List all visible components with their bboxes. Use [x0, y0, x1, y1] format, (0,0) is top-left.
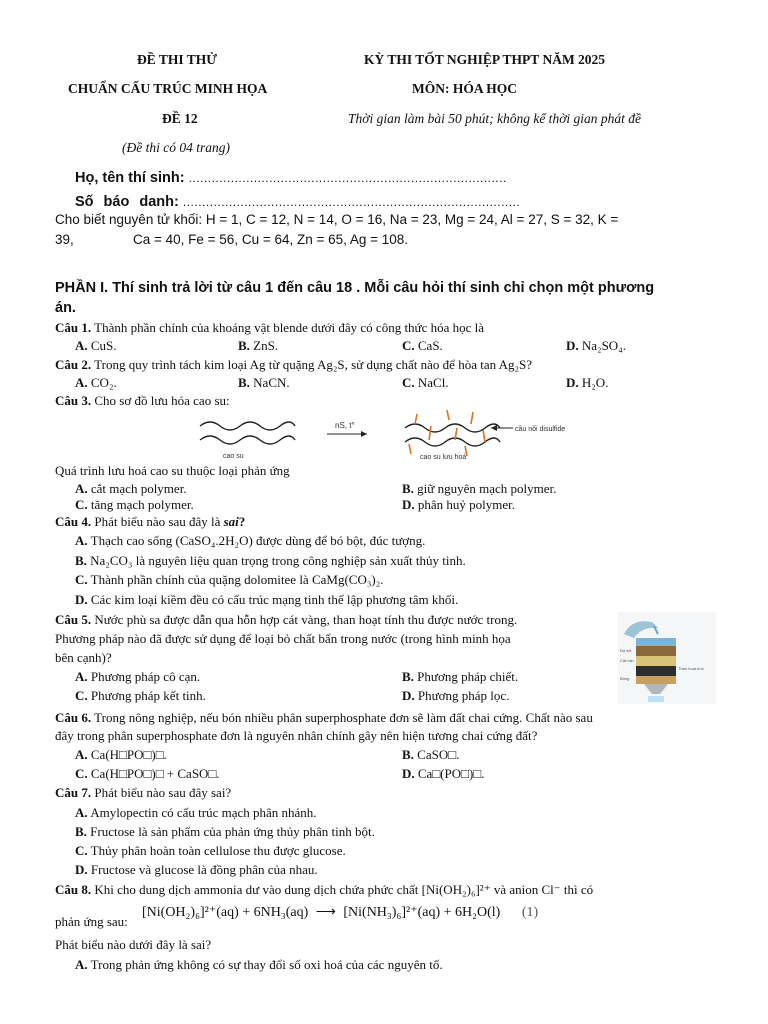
q3-option-d[interactable]: D. phân huỷ polymer. [402, 497, 516, 512]
vulcanized-caption: cao su lưu hoá [420, 454, 467, 461]
svg-text:Bông: Bông [620, 676, 630, 681]
atomic-mass-line-1: Cho biết nguyên tử khối: H = 1, C = 12, N = 14, O = 16, Na = 23, Mg = 24, Al = 27, S = 32, K = [55, 212, 619, 227]
q7-option-c[interactable]: C. Thủy phân hoàn toàn cellulose thu được glucose. [75, 843, 346, 858]
q2-option-b[interactable]: B. NaCN. [238, 375, 290, 390]
q2-option-a[interactable]: A. CO₂. [75, 375, 117, 390]
atomic-mass-line-2b: Ca = 40, Fe = 56, Cu = 64, Zn = 65, Ag = 108. [133, 232, 409, 247]
clean-water-cup [648, 696, 664, 702]
question-text: Thành phần chính của khoáng vật blende dưới đây có công thức hóa học là [91, 320, 485, 335]
part1-heading: PHẦN I. Thí sinh trả lời từ câu 1 đến câu 18 . Mỗi câu hỏi thí sinh chỉ chọn một phương [55, 280, 655, 296]
q4-option-a[interactable]: A. Thạch cao sống (CaSO₄.2H₂O) được dùng để bó bột, đúc tượng. [75, 533, 426, 548]
q6-option-a[interactable]: A. Ca(H□PO□)□. [75, 747, 167, 762]
svg-text:Than hoạt tính: Than hoạt tính [678, 666, 704, 671]
q3-option-c[interactable]: C. tăng mạch polymer. [75, 497, 194, 512]
student-id-field[interactable]: ........................................................................................ [182, 195, 521, 209]
question-3: Câu 3. Cho sơ đồ lưu hóa cao su: [55, 393, 230, 408]
cotton-layer [636, 676, 676, 684]
question-7: Câu 7. Phát biểu nào sau đây sai? [55, 785, 232, 800]
q1-option-c[interactable]: C. CaS. [402, 338, 443, 353]
part1-heading-cont: án. [55, 300, 76, 316]
q7-option-a[interactable]: A. Amylopectin có cấu trúc mạch phân nhánh. [75, 805, 317, 820]
question-6: Câu 6. Trong nông nghiệp, nếu bón nhiều phân superphosphate đơn sẽ làm đất chai cứng. Chất nào sau [55, 710, 593, 725]
question-5: Câu 5. Nước phù sa được dẫn qua hỗn hợp cát vàng, than hoạt tính thu được nước trong. [55, 612, 518, 627]
header-structure: CHUẨN CẤU TRÚC MINH HỌA [68, 81, 268, 96]
equation-arrow: ⟶ [315, 905, 336, 920]
reagent-label: nS, t° [335, 421, 355, 430]
question-2: Câu 2. Trong quy trình tách kim loại Ag từ quặng Ag₂S, sử dụng chất nào để hòa tan Ag₂S? [55, 357, 533, 372]
question-8: Câu 8. Khi cho dung dịch ammonia dư vào dung dịch chứa phức chất [Ni(OH₂)₆]²⁺ và anion Cl⁻ thì có [55, 882, 594, 897]
q6-option-d[interactable]: D. Ca□(PO□)□. [402, 766, 485, 781]
q4-option-d[interactable]: D. Các kim loại kiềm đều có cấu trúc mạng tinh thể lập phương tâm khối. [75, 592, 459, 607]
disulfide-bridges [409, 410, 485, 456]
question-number: Câu 1. [55, 320, 92, 335]
reaction-arrow-head [361, 431, 367, 437]
question-4: Câu 4. Phát biểu nào sau đây là sai? [55, 514, 246, 529]
q3-option-b[interactable]: B. giữ nguyên mạch polymer. [402, 481, 557, 496]
q6-option-c[interactable]: C. Ca(H□PO□)□ + CaSO□. [75, 766, 220, 781]
atomic-mass-line-2a: 39, [55, 232, 74, 247]
q5-option-b[interactable]: B. Phương pháp chiết. [402, 669, 519, 684]
vulcanization-diagram [195, 404, 595, 462]
header-subject: MÔN: HÓA HỌC [412, 81, 517, 96]
student-name-label: Họ, tên thí sinh: [75, 170, 185, 186]
q5-option-c[interactable]: C. Phương pháp kết tinh. [75, 688, 206, 703]
q7-option-d[interactable]: D. Fructose và glucose là đồng phân của nhau. [75, 862, 318, 877]
student-id-line [75, 194, 520, 210]
svg-text:Cát mịn: Cát mịn [620, 658, 634, 663]
equation-products: [Ni(NH₃)₆]²⁺(aq) + 6H₂O(l) [343, 905, 501, 920]
q2-option-d[interactable]: D. H₂O. [566, 375, 609, 390]
q8-prefix: phản ứng sau: [55, 914, 128, 929]
student-name-field[interactable]: ................................................................................... [188, 171, 507, 185]
q3-stem: Quá trình lưu hoá cao su thuộc loại phản ứng [55, 463, 290, 478]
svg-text:Đá sỏi: Đá sỏi [620, 648, 632, 653]
vulcanized-chain-1 [405, 424, 500, 432]
disulfide-label: cầu nối disulfide [515, 426, 566, 433]
q5-option-d[interactable]: D. Phương pháp lọc. [402, 688, 510, 703]
carbon-layer [636, 666, 676, 676]
q6-line-2: đây trong phân superphosphate đơn là nguyên nhân chính gây nên hiện tương chai cứng đất? [55, 728, 538, 743]
q8-option-a[interactable]: A. Trong phản ứng không có sự thay đổi số oxi hoá của các nguyên tố. [75, 957, 443, 972]
bridge-pointer-head [491, 425, 497, 431]
vulcanized-chain-2 [405, 438, 500, 446]
q4-option-b[interactable]: B. Na₂CO₃ là nguyên liệu quan trọng trong công nghiệp sản xuất thủy tinh. [75, 553, 466, 568]
water-filter-illustration [618, 612, 716, 704]
question-1 [55, 320, 484, 336]
equation-number: (1) [521, 905, 539, 920]
q8-equation [142, 904, 538, 921]
q1-option-b[interactable]: B. ZnS. [238, 338, 279, 353]
rubber-chain-1 [200, 422, 295, 430]
q1-option-d[interactable]: D. Na₂SO₄. [566, 338, 626, 353]
rubber-chain-2 [200, 436, 295, 444]
q4-option-c[interactable]: C. Thành phần chính của quặng dolomitee là CaMg(CO₃)₂. [75, 572, 384, 587]
gravel-layer [636, 646, 676, 656]
q5-line-2: Phương pháp nào đã được sử dụng để loại bỏ chất bẩn trong nước (trong hình minh họa [55, 631, 511, 646]
header-page-count: (Đề thi có 04 trang) [122, 140, 230, 155]
header-exam-number: ĐỀ 12 [162, 111, 198, 126]
q5-option-a[interactable]: A. Phương pháp cô cạn. [75, 669, 201, 684]
header-time: Thời gian làm bài 50 phút; không kể thời gian phát đề [348, 111, 642, 126]
rubber-caption: cao su [223, 453, 244, 460]
q1-option-a[interactable]: A. CuS. [75, 338, 117, 353]
q3-option-a[interactable]: A. cắt mạch polymer. [75, 481, 187, 496]
student-id-label: Số báo danh: [75, 194, 179, 210]
q8-stem: Phát biểu nào dưới đây là sai? [55, 937, 212, 952]
header-exam-type: ĐỀ THI THỬ [137, 52, 218, 67]
student-name-line [75, 170, 507, 186]
header-exam-title: KỲ THI TỐT NGHIỆP THPT NĂM 2025 [364, 52, 606, 67]
muddy-water-layer [636, 638, 676, 646]
q2-option-c[interactable]: C. NaCl. [402, 375, 449, 390]
sand-layer [636, 656, 676, 666]
q7-option-b[interactable]: B. Fructose là sản phẩm của phản ứng thủy phân tinh bột. [75, 824, 375, 839]
q5-line-3: bên cạnh)? [55, 650, 112, 665]
q6-option-b[interactable]: B. CaSO□. [402, 747, 460, 762]
equation-reactants: [Ni(OH₂)₆]²⁺(aq) + 6NH₃(aq) [142, 905, 309, 920]
